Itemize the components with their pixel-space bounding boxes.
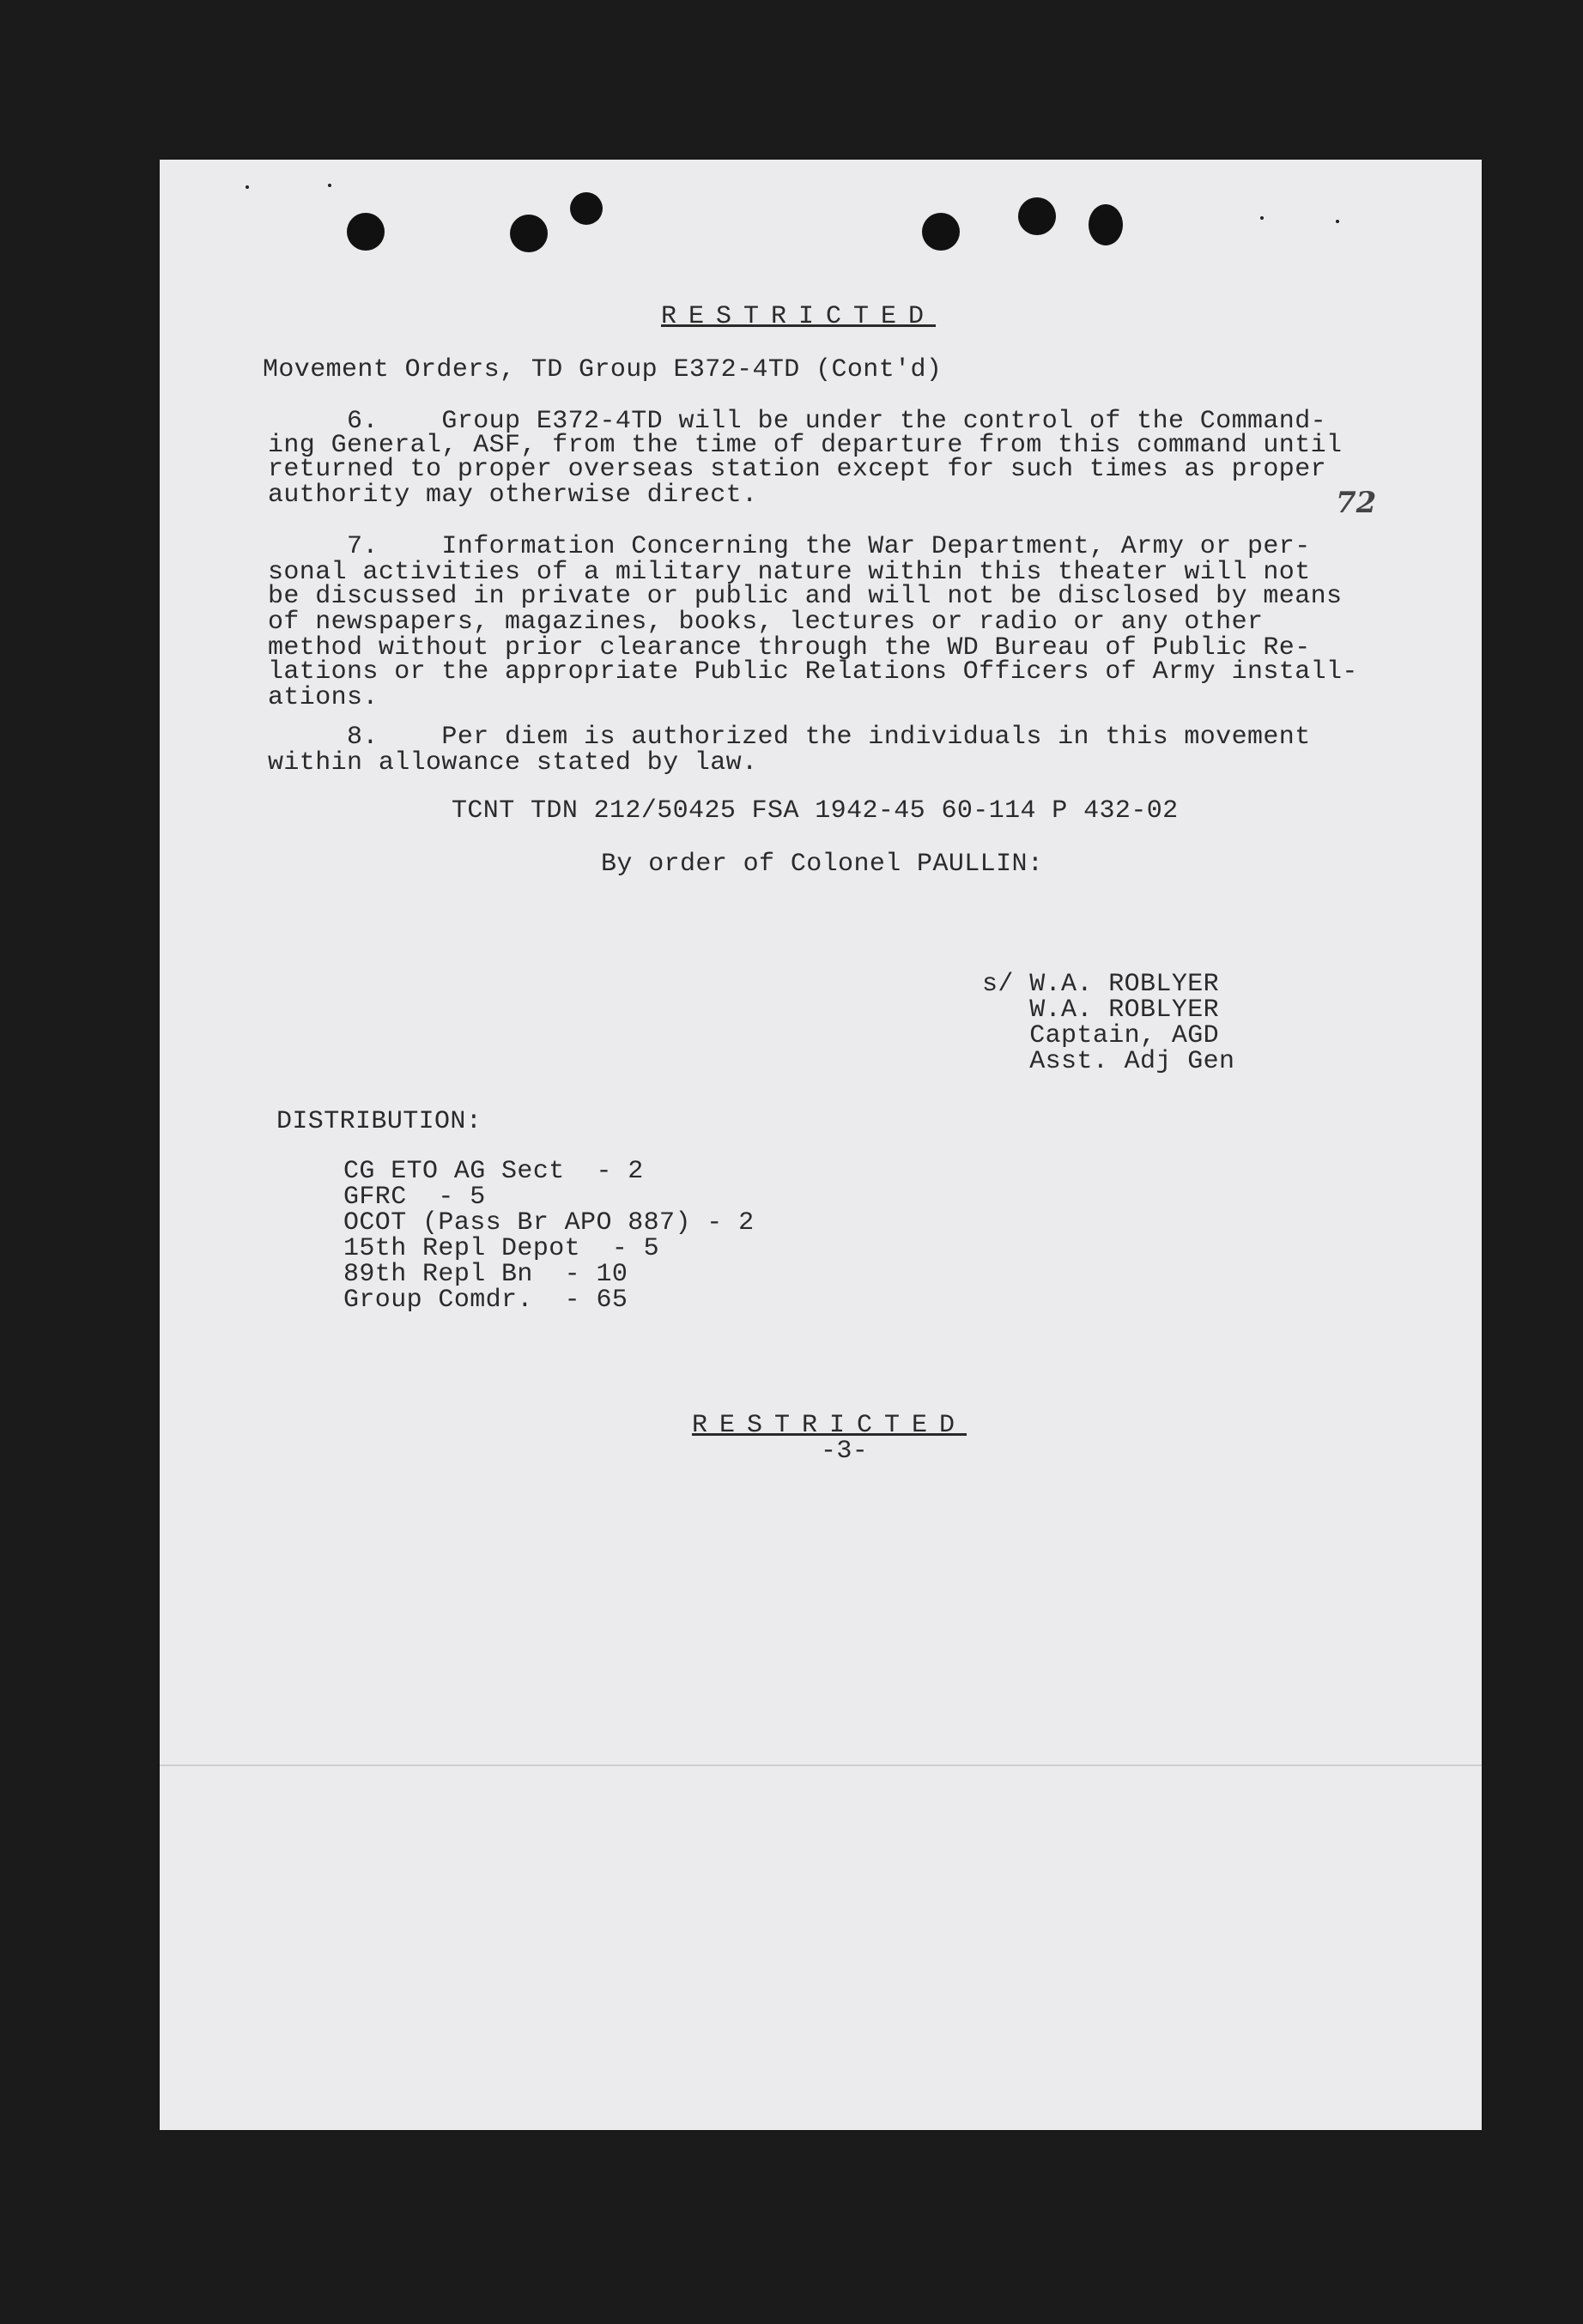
list-item: OCOT (Pass Br APO 887) - 2 (343, 1208, 755, 1238)
ink-speck (246, 185, 249, 189)
punch-hole (347, 213, 385, 251)
footer-page-number: -3- (821, 1437, 869, 1466)
text-line: 6. Group E372-4TD will be under the control of the Command- (268, 407, 1326, 436)
text-line: lations or the appropriate Public Relations Officers of Army install- (268, 657, 1358, 687)
punch-hole (1018, 197, 1056, 235)
list-item: 89th Repl Bn - 10 (343, 1260, 628, 1289)
ink-speck (1260, 216, 1264, 220)
punch-hole (510, 215, 548, 252)
text-line: authority may otherwise direct. (268, 481, 758, 510)
text-line: 8. Per diem is authorized the individuals in this movement (268, 723, 1311, 752)
list-item: Group Comdr. - 65 (343, 1286, 628, 1315)
signature-line: Asst. Adj Gen (982, 1047, 1235, 1076)
document-page (160, 160, 1482, 2130)
signature-line: Captain, AGD (982, 1021, 1220, 1050)
punch-hole (922, 213, 960, 251)
signature-line: s/ W.A. ROBLYER (982, 970, 1220, 999)
page-fold-line (160, 1764, 1482, 1766)
distribution-label: DISTRIBUTION: (276, 1107, 482, 1136)
subject-line: Movement Orders, TD Group E372-4TD (Cont'd) (263, 355, 943, 384)
text-line: sonal activities of a military nature within this theater will not (268, 558, 1311, 587)
text-line: method without prior clearance through the WD Bureau of Public Re- (268, 633, 1311, 663)
signature-line: W.A. ROBLYER (982, 996, 1220, 1025)
by-order-line: By order of Colonel PAULLIN: (601, 850, 1044, 879)
text-line: of newspapers, magazines, books, lectures or radio or any other (268, 608, 1264, 637)
text-line: within allowance stated by law. (268, 748, 758, 778)
text-line: returned to proper overseas station except for such times as proper (268, 455, 1326, 484)
text-line: ations. (268, 683, 379, 712)
footer-restricted: RESTRICTED (692, 1411, 967, 1440)
list-item: CG ETO AG Sect - 2 (343, 1157, 644, 1186)
list-item: GFRC - 5 (343, 1183, 486, 1212)
punch-hole (1089, 204, 1123, 245)
ink-speck (328, 184, 331, 187)
list-item: 15th Repl Depot - 5 (343, 1234, 660, 1263)
text-line: be discussed in private or public and will not be disclosed by means (268, 582, 1343, 611)
handwritten-page-number: 72 (1336, 486, 1377, 520)
tcnt-line: TCNT TDN 212/50425 FSA 1942-45 60-114 P 432-02 (452, 796, 1179, 826)
text-line: ing General, ASF, from the time of departure from this command until (268, 431, 1343, 460)
text-line: 7. Information Concerning the War Department, Army or per- (268, 532, 1311, 561)
punch-hole (570, 192, 603, 225)
ink-speck (1336, 220, 1339, 223)
header-restricted: RESTRICTED (661, 302, 937, 331)
